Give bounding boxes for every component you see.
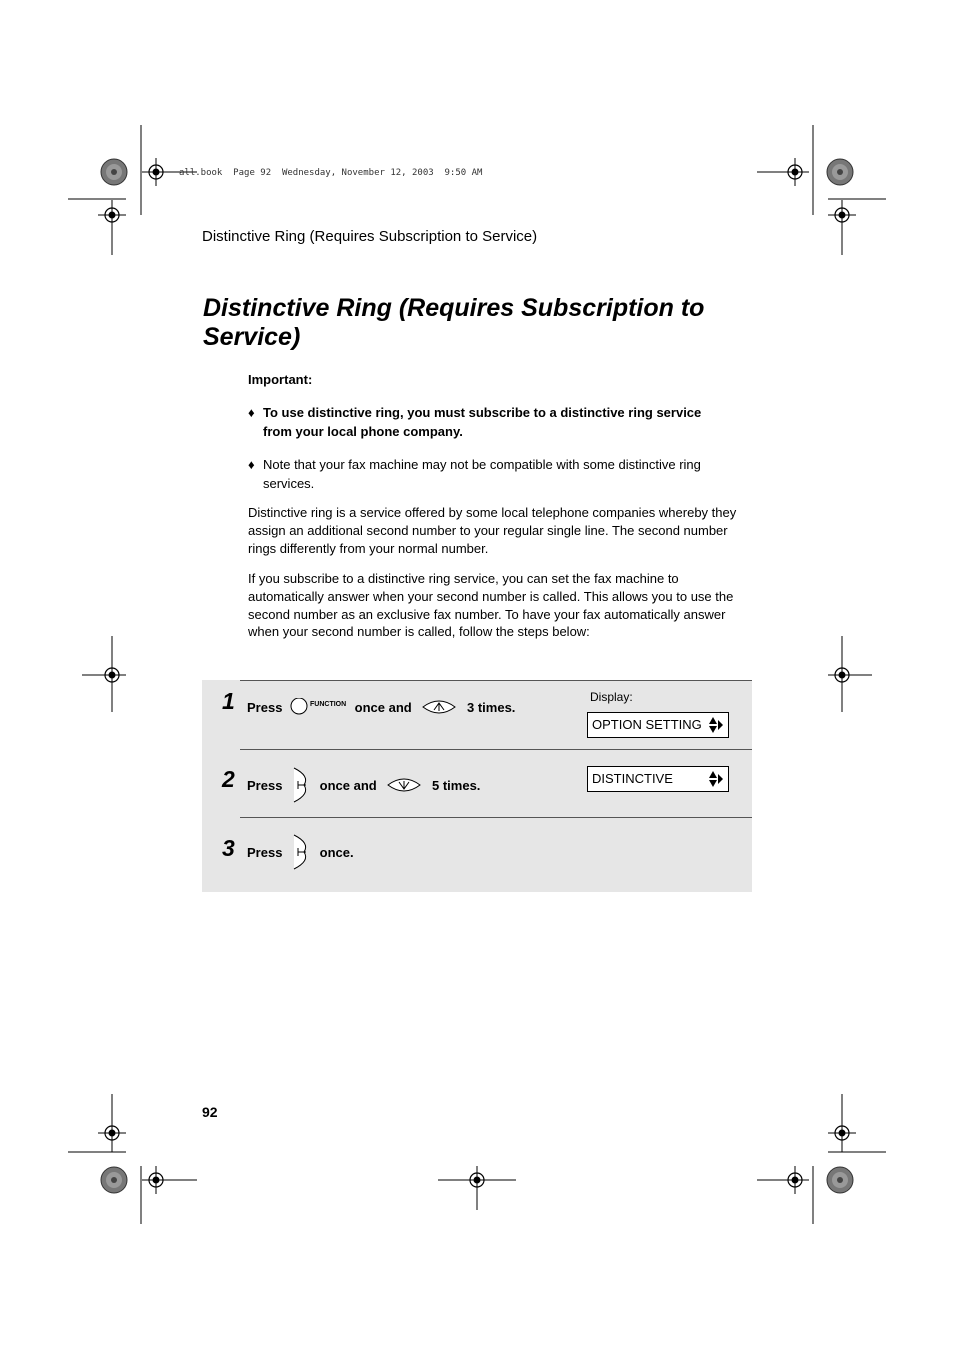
bullet-diamond-icon: ♦ bbox=[248, 405, 255, 420]
lcd-text: DISTINCTIVE bbox=[592, 771, 673, 786]
bullet-diamond-icon: ♦ bbox=[248, 457, 255, 472]
running-header: Distinctive Ring (Requires Subscription to Service) bbox=[202, 228, 538, 245]
paragraph: Distinctive ring is a service offered by some local telephone companies whereby they assign an additional second number to your regular single line. The second number rings differently from your normal number. bbox=[248, 505, 737, 556]
page-number: 92 bbox=[202, 1104, 218, 1120]
steps-panel bbox=[202, 680, 752, 892]
divider bbox=[240, 817, 752, 818]
registration-mark-icon bbox=[101, 159, 127, 185]
print-slug: all.book Page 92 Wednesday, November 12, 2003 9:50 AM bbox=[179, 168, 483, 178]
important-label: Important: bbox=[248, 372, 313, 387]
step-number: 3 bbox=[222, 835, 235, 861]
function-key-icon bbox=[289, 698, 351, 719]
enter-key-icon bbox=[290, 833, 312, 874]
bullet-item bbox=[248, 403, 738, 443]
step-end-label: 3 times. bbox=[467, 699, 516, 715]
step-press-label: Press bbox=[247, 844, 283, 860]
up-arrow-key-icon bbox=[421, 697, 457, 720]
enter-key-icon bbox=[290, 766, 312, 807]
divider bbox=[240, 680, 752, 681]
step-2-instruction bbox=[247, 766, 480, 807]
updown-arrows-icon bbox=[708, 716, 724, 734]
page-title-line-2: Service) bbox=[203, 323, 301, 351]
step-press-label: Press bbox=[247, 777, 283, 793]
step-press-label: Press bbox=[247, 699, 283, 715]
updown-arrows-icon bbox=[708, 770, 724, 788]
step-mid-label: once and bbox=[319, 777, 377, 793]
registration-mark-icon bbox=[101, 1167, 127, 1193]
display-label: Display: bbox=[590, 690, 633, 704]
down-arrow-key-icon bbox=[386, 775, 422, 798]
bullet-item bbox=[248, 455, 738, 495]
step-number: 1 bbox=[222, 688, 235, 714]
page-title bbox=[203, 294, 763, 352]
divider bbox=[240, 749, 752, 750]
step-end-label: 5 times. bbox=[432, 777, 481, 793]
lcd-display bbox=[587, 712, 729, 738]
registration-mark-icon bbox=[827, 159, 853, 185]
lcd-display bbox=[587, 766, 729, 792]
step-1-instruction bbox=[247, 697, 515, 720]
step-mid-label: once and bbox=[354, 699, 412, 715]
lcd-text: OPTION SETTING bbox=[592, 717, 702, 732]
step-end-label: once. bbox=[319, 844, 354, 860]
registration-mark-icon bbox=[827, 1167, 853, 1193]
paragraph: If you subscribe to a distinctive ring service, you can set the fax machine to automatically answer when your second number is called. This allows you to use the second number as an exclusive fax number. To have your fax automatically answer when your second number is called, follow the steps below: bbox=[248, 571, 734, 640]
function-key-label: FUNCTION bbox=[310, 701, 347, 708]
bullet-text: Note that your fax machine may not be compatible with some distinctive ring services. bbox=[263, 457, 701, 491]
page-title-line-1: Distinctive Ring (Requires Subscription to bbox=[203, 294, 705, 322]
step-3-instruction bbox=[247, 833, 354, 874]
bullet-text: To use distinctive ring, you must subscribe to a distinctive ring service from your local phone company. bbox=[263, 405, 702, 439]
step-number: 2 bbox=[222, 766, 235, 792]
